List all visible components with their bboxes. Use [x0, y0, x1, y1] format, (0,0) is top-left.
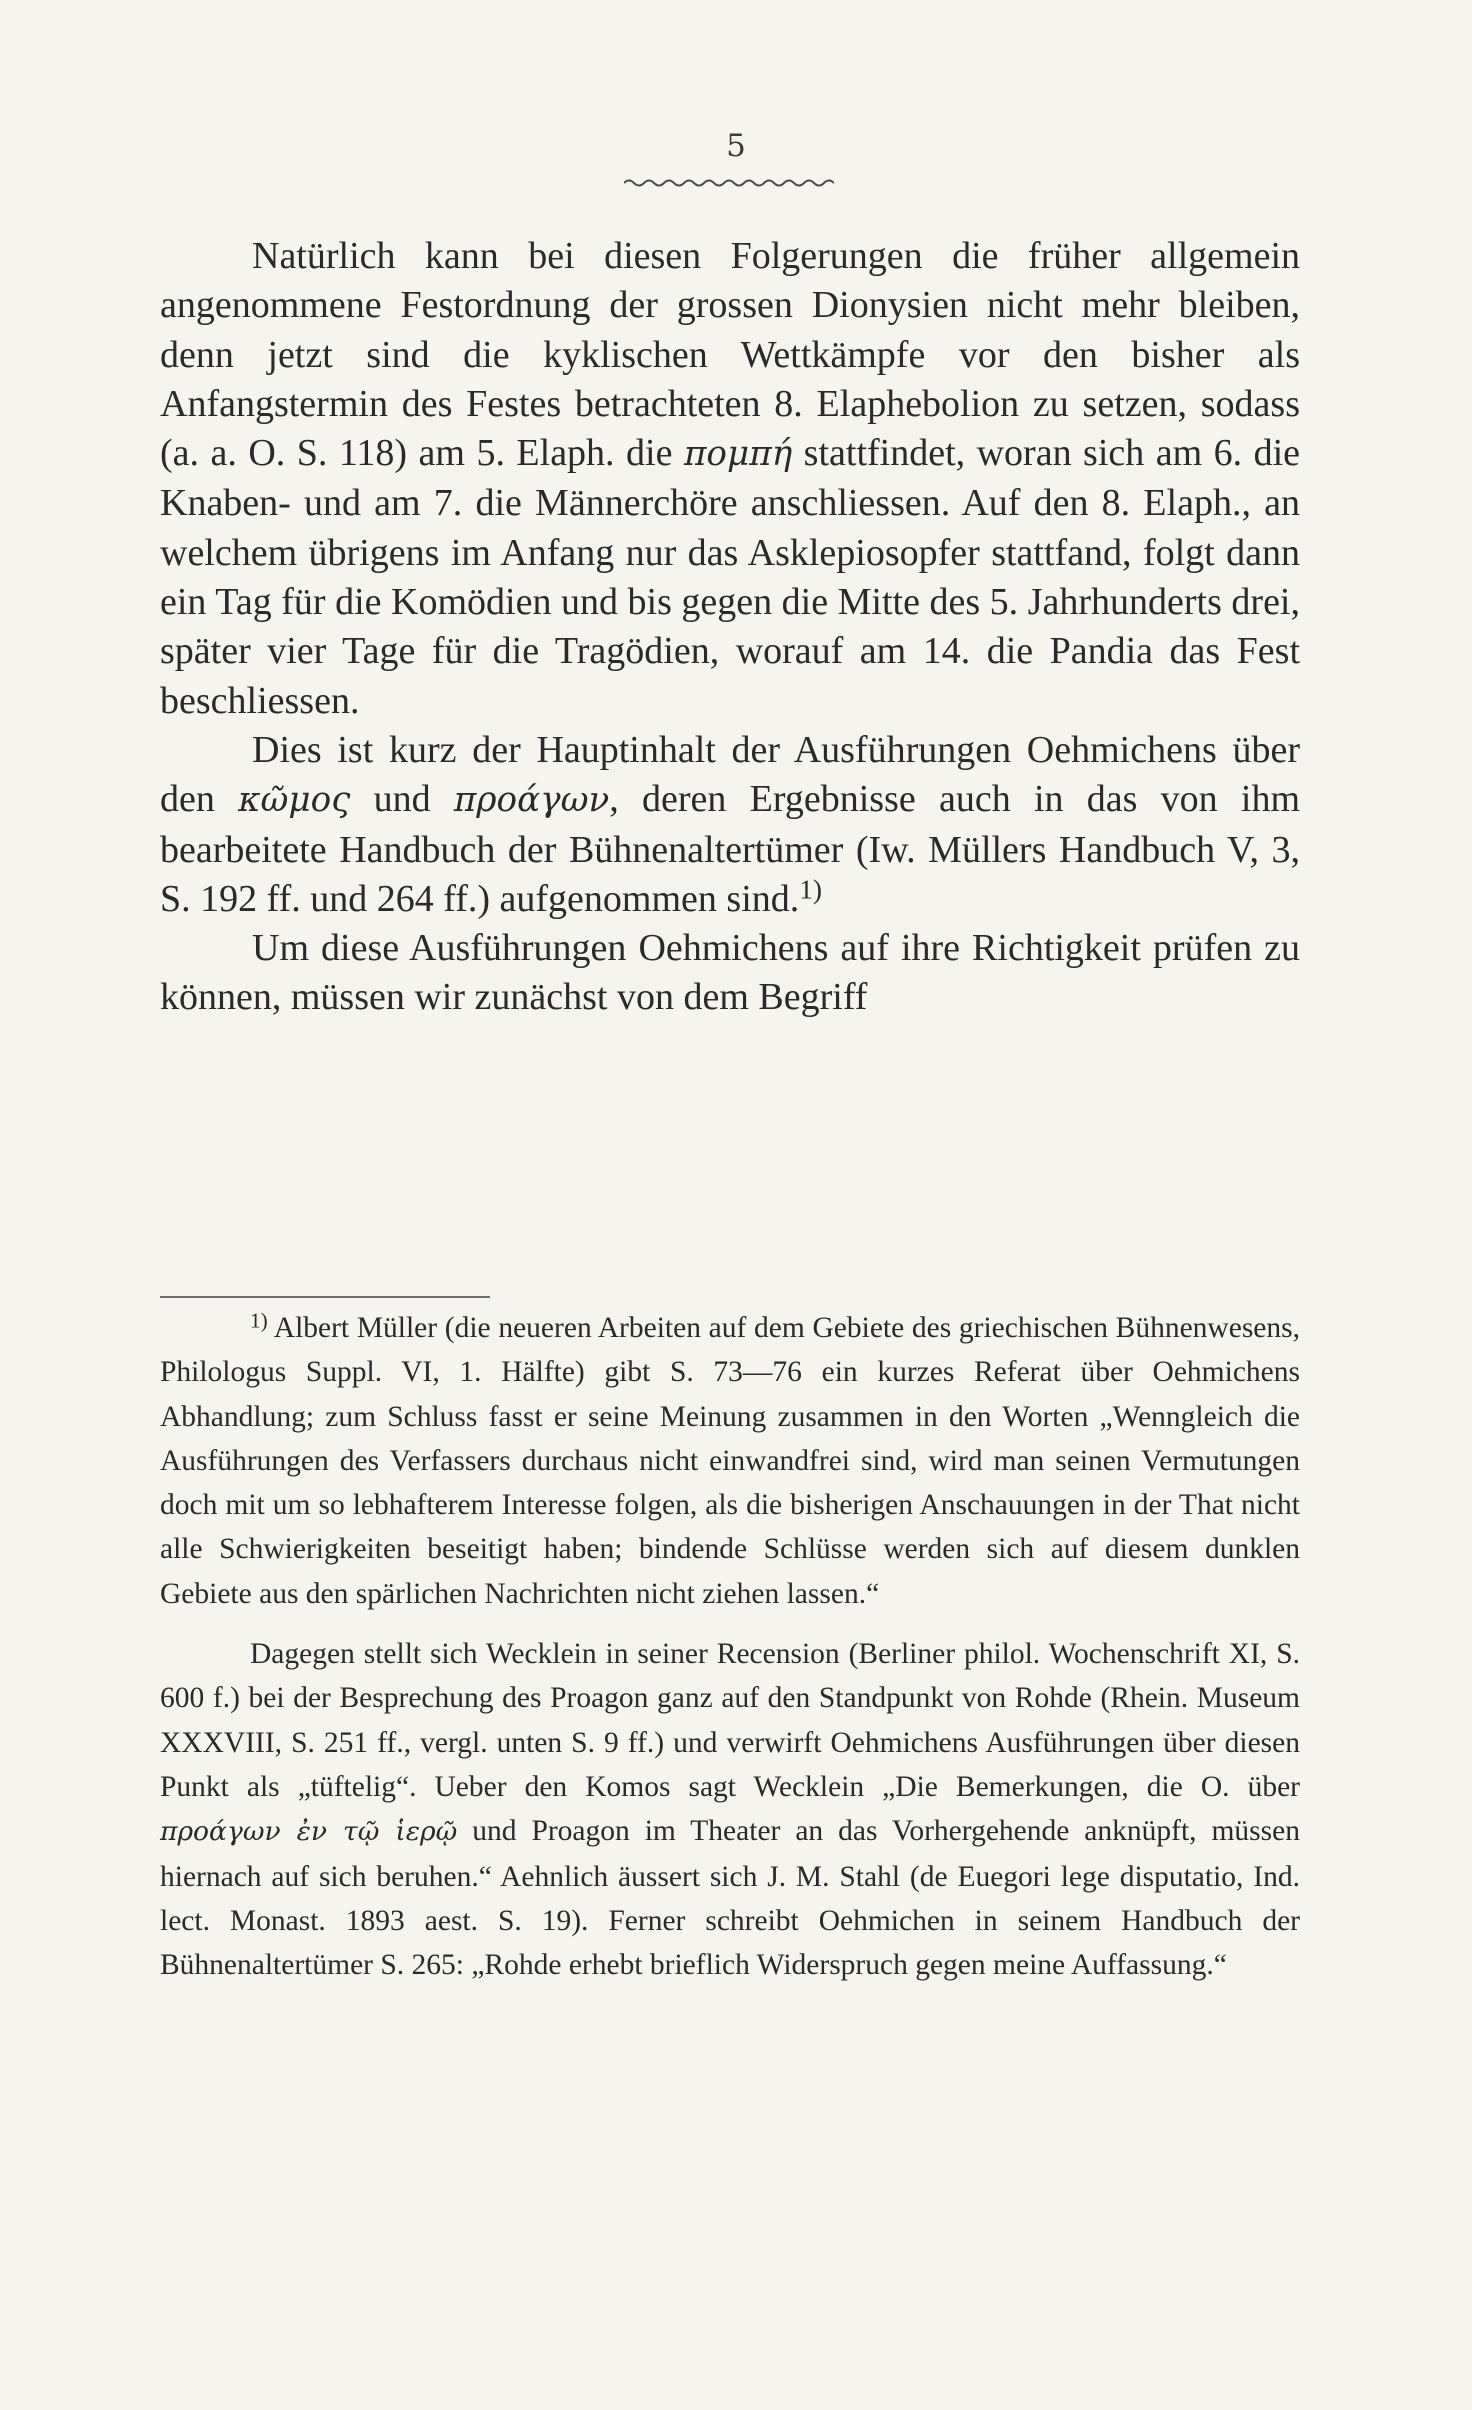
decorative-wavy-rule	[624, 176, 834, 190]
footnote-2-text-a: Dagegen stellt sich Wecklein in seiner Recension (Berliner philol. Wochenschrift XI, S. 600 f.) bei der Besprechung des Proagon ganz auf den Standpunkt von Rohde (Rhein. Museum XXXVIII, S. 251 ff., vergl. unten S. 9 ff.) und verwirft Oehmichens Ausführungen über diesen Punkt als „tüftelig“. Ueber den Komos sagt Wecklein „Die Bemerkungen, die O. über	[160, 1638, 1300, 1803]
footnote-1-mark: 1)	[250, 1308, 268, 1333]
paragraph-3	[160, 924, 1300, 1023]
footnotes	[160, 1306, 1300, 1987]
footnote-1	[160, 1306, 1300, 1616]
paragraph-1-text-b: stattfindet, woran sich am 6. die Knaben- und am 7. die Männerchöre anschliessen. Auf den 8. Elaph., an welchem übrigens im Anfang nur das Asklepiosopfer stattfand, folgt dann ein Tag für die Komödien und bis gegen die Mitte des 5. Jahrhunderts drei, später vier Tage für die Tragödien, worauf am 14. die Pandia das Fest beschliessen.	[160, 432, 1301, 722]
paragraph-2-text-c: , deren Ergebnisse auch in das von ihm bearbeitete Handbuch der Bühnenaltertümer (Iw. Müllers Handbuch V, 3, S. 192 ff. und 264 ff.) aufgenommen sind.	[160, 778, 1301, 920]
footnote-reference[interactable]: 1)	[799, 874, 823, 905]
paragraph-2	[160, 726, 1300, 924]
footnote-1-text: Albert Müller (die neueren Arbeiten auf dem Gebiete des griechischen Bühnenwesens, Philologus Suppl. VI, 1. Hälfte) gibt S. 73—76 ein kurzes Referat über Oehmichens Abhandlung; zum Schluss fasst er seine Meinung zusammen in den Worten „Wenngleich die Ausführungen des Verfassers durchaus nicht einwandfrei sind, wird man seinen Vermutungen doch mit um so lebhafterem Interesse folgen, als die bisherigen Anschauungen in der That nicht alle Schwierigkeiten beseitigt haben; bindende Schlüsse werden sich auf diesem dunklen Gebiete aus den spärlichen Nachrichten nicht ziehen lassen.“	[160, 1312, 1300, 1610]
greek-komos: κῶμος	[238, 780, 351, 821]
paragraph-3-text: Um diese Ausführungen Oehmichens auf ihre Richtigkeit prüfen zu können, müssen wir zunächst von dem Begriff	[160, 927, 1300, 1019]
footnote-divider	[160, 1296, 490, 1298]
paragraph-1-text-a: Natürlich kann bei diesen Folgerungen die früher allgemein angenommene Festordnung der grossen Dionysien nicht mehr bleiben, denn jetzt sind die kyklischen Wettkämpfe vor den bisher als Anfangstermin des Festes betrachteten 8. Elaphebolion zu setzen, sodass (a. a. O. S. 118) am 5. Elaph. die	[160, 235, 1300, 475]
main-text	[160, 232, 1300, 1023]
paragraph-2-text-b: und	[373, 778, 431, 821]
footnote-2-text-b: und Proagon im Theater an das Vorhergehende anknüpft, müssen hiernach auf sich beruhen.“ Aehnlich äussert sich J. M. Stahl (de Euegori lege disputatio, Ind. lect. Monast. 1893 aest. S. 19). Ferner schreibt Oehmichen in seinem Handbuch der Bühnenaltertümer S. 265: „Rohde erhebt brieflich Widerspruch gegen meine Auffassung.“	[160, 1815, 1300, 1982]
paragraph-2-text-a: Dies ist kurz der Hauptinhalt der Ausführungen Oehmichens über den	[160, 728, 1300, 821]
paragraph-1	[160, 232, 1300, 726]
greek-pompe: πομπή	[683, 434, 793, 475]
page-number: 5	[726, 128, 746, 164]
greek-proagon-en-to-hiero: προάγων ἐν τῷ ἱερῷ	[160, 1816, 458, 1848]
greek-proagon: προάγων	[453, 780, 610, 821]
footnote-1-continuation	[160, 1632, 1300, 1987]
